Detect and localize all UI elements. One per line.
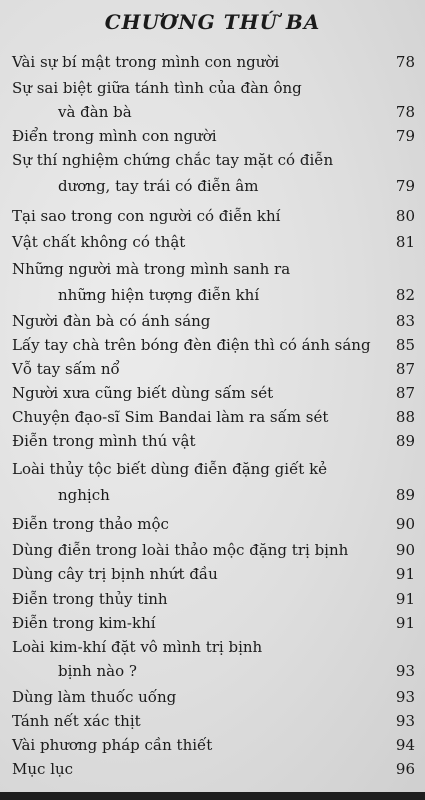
toc-entry-title: Dùng cây trị bịnh nhứt đầu (12, 565, 218, 583)
toc-entry (12, 637, 415, 661)
toc-entry (12, 514, 415, 538)
toc-entry-page-number: 93 (395, 662, 415, 680)
toc-entry-title: bịnh nào ? (58, 662, 137, 680)
toc-entry-title: Người xưa cũng biết dùng sấm sét (12, 384, 274, 402)
toc-entry (12, 206, 415, 230)
toc-entry-page-number: 80 (395, 207, 415, 225)
toc-entry-page-number: 91 (395, 590, 415, 608)
toc-entry-page-number: 79 (395, 177, 415, 195)
toc-entry (12, 589, 415, 613)
toc-entry (12, 735, 415, 759)
toc-entry-page-number: 88 (395, 408, 415, 426)
toc-entry (12, 285, 415, 309)
toc-entry (12, 687, 415, 711)
toc-entry (12, 126, 415, 150)
toc-entry (12, 407, 415, 431)
toc-entry (12, 232, 415, 256)
toc-entry-title: Những người mà trong mình sanh ra (12, 260, 291, 278)
toc-entry-title: Mục lục (12, 760, 74, 778)
toc-entry (12, 383, 415, 407)
page-bottom-edge (0, 792, 425, 800)
toc-entry-title: Vài sự bí mật trong mình con người (12, 53, 280, 71)
toc-entry-page-number: 93 (395, 688, 415, 706)
toc-entry-title: Tại sao trong con người có điễn khí (12, 207, 281, 225)
toc-entry-title: Vài phương pháp cần thiết (12, 736, 213, 754)
toc-entry-page-number: 96 (395, 760, 415, 778)
toc-entry-title: Loài thủy tộc biết dùng điễn đặng giết kẻ (12, 460, 328, 478)
toc-entry-title: Điển trong mình con người (12, 127, 217, 145)
toc-entry-title: Chuyện đạo-sĩ Sim Bandai làm ra sấm sét (12, 408, 329, 426)
toc-entry (12, 661, 415, 685)
toc-entry (12, 259, 415, 283)
toc-entry-title: Dùng điễn trong loài thảo mộc đặng trị bịnh (12, 541, 349, 559)
toc-entry (12, 564, 415, 588)
toc-entry-title: Tánh nết xác thịt (12, 712, 141, 730)
toc-entry-page-number: 90 (395, 541, 415, 559)
toc-entry-title: dương, tay trái có điễn âm (58, 177, 259, 195)
toc-entry-page-number: 83 (395, 312, 415, 330)
toc-entry (12, 78, 415, 102)
toc-entry (12, 359, 415, 383)
toc-entry-page-number: 93 (395, 712, 415, 730)
toc-entry (12, 613, 415, 637)
toc-entry-title: Loài kim-khí đặt vô mình trị bịnh (12, 638, 263, 656)
toc-entry (12, 311, 415, 335)
toc-entry (12, 459, 415, 483)
toc-entry-page-number: 87 (395, 360, 415, 378)
toc-entry (12, 150, 415, 174)
toc-entry (12, 485, 415, 509)
toc-entry-page-number: 78 (395, 53, 415, 71)
toc-entry-page-number: 82 (395, 286, 415, 304)
toc-entry-page-number: 90 (395, 515, 415, 533)
toc-entry-title: Điễn trong thảo mộc (12, 515, 169, 533)
toc-entry-title: Điễn trong mình thú vật (12, 432, 196, 450)
toc-entry-page-number: 81 (395, 233, 415, 251)
toc-entry-title: Vỗ tay sấm nổ (12, 360, 120, 378)
toc-entry-title: Người đàn bà có ánh sáng (12, 312, 211, 330)
toc-entry (12, 335, 415, 359)
toc-entry-page-number: 89 (395, 432, 415, 450)
toc-entry-page-number: 91 (395, 614, 415, 632)
toc-entry-title: những hiện tượng điễn khí (58, 286, 260, 304)
toc-entry (12, 711, 415, 735)
toc-entry-title: Điễn trong kim-khí (12, 614, 156, 632)
toc-entry (12, 431, 415, 455)
toc-entry-title: và đàn bà (58, 103, 132, 121)
toc-entry-title: Lấy tay chà trên bóng đèn điện thì có ánh sáng (12, 336, 371, 354)
toc-entry-page-number: 87 (395, 384, 415, 402)
chapter-heading: CHƯƠNG THỨ BA (104, 10, 321, 34)
toc-entry-title: nghịch (58, 486, 110, 504)
toc-entry (12, 759, 415, 783)
toc-entry-page-number: 85 (395, 336, 415, 354)
toc-entry-page-number: 79 (395, 127, 415, 145)
toc-entry-page-number: 91 (395, 565, 415, 583)
toc-entry-title: Vật chất không có thật (12, 233, 186, 251)
toc-entry (12, 176, 415, 200)
toc-entry-page-number: 78 (395, 103, 415, 121)
toc-entry (12, 102, 415, 126)
toc-entry (12, 540, 415, 564)
toc-entry-title: Dùng làm thuốc uống (12, 688, 177, 706)
toc-entry-title: Điễn trong thủy tinh (12, 590, 168, 608)
toc-entry-title: Sự sai biệt giữa tánh tình của đàn ông (12, 79, 302, 97)
toc-entry-page-number: 89 (395, 486, 415, 504)
toc-entry-page-number: 94 (395, 736, 415, 754)
toc-entry (12, 52, 415, 76)
toc-entry-title: Sự thí nghiệm chứng chắc tay mặt có điễn (12, 151, 334, 169)
